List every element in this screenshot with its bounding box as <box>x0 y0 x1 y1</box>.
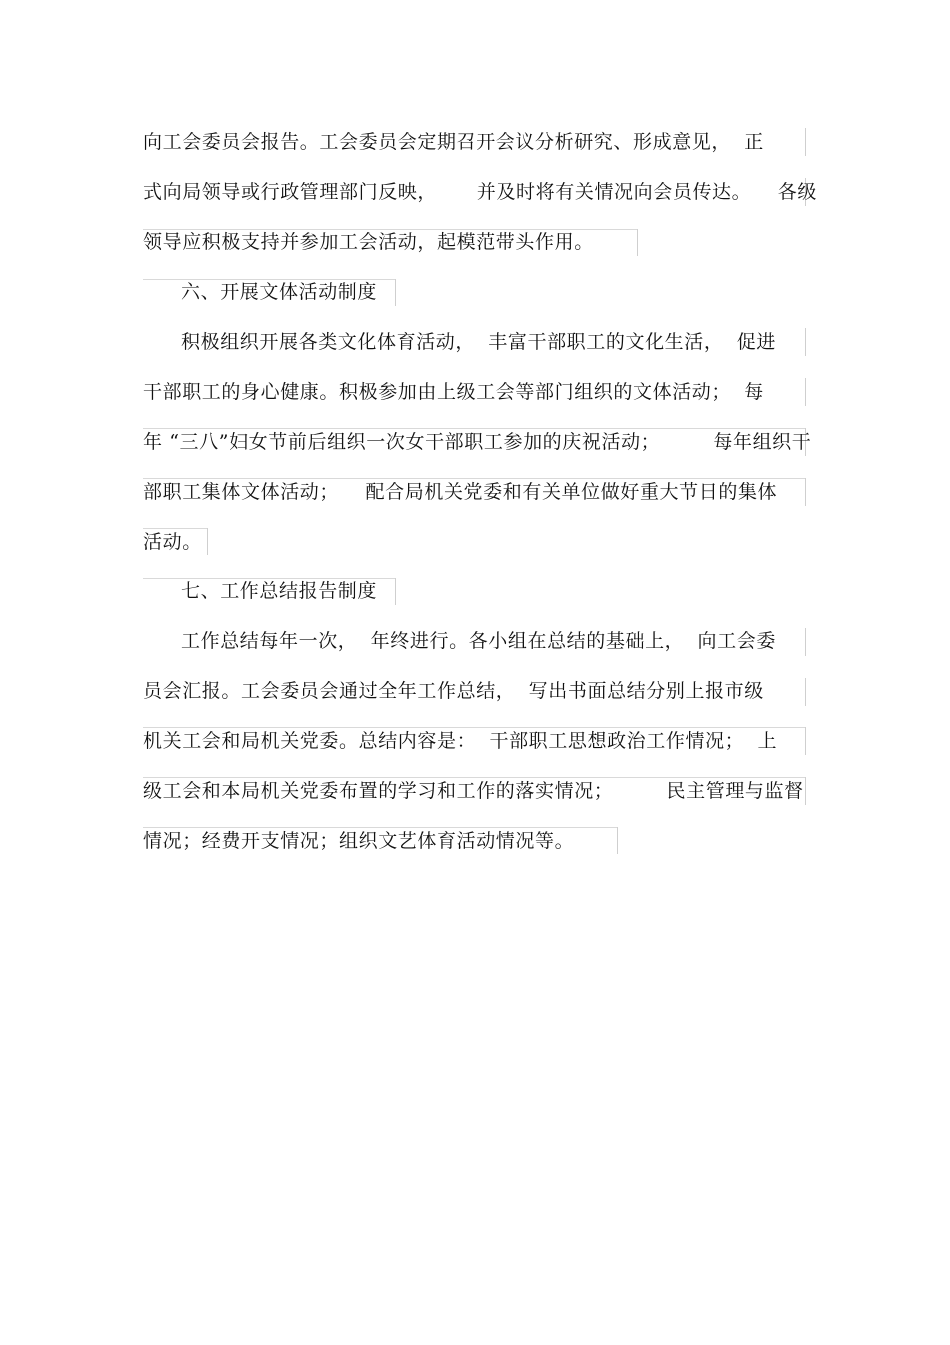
cell-border <box>805 727 806 755</box>
cell-border <box>805 378 806 406</box>
cell-border <box>207 528 208 555</box>
cell-border <box>805 478 806 506</box>
cell-border <box>805 777 806 805</box>
paragraph-line: 积极组织开展各类文化体育活动， 丰富干部职工的文化生活， 促进 <box>181 331 776 353</box>
cell-border <box>637 229 638 256</box>
paragraph-line: 机关工会和局机关党委。总结内容是： 干部职工思想政治工作情况； 上 <box>143 730 778 752</box>
paragraph-line: 情况；经费开支情况；组织文艺体育活动情况等。 <box>143 830 575 852</box>
paragraph-line: 向工会委员会报告。工会委员会定期召开会议分析研究、形成意见， 正 <box>143 131 764 153</box>
cell-border <box>805 628 806 656</box>
paragraph-line: 活动。 <box>143 531 202 553</box>
cell-border <box>395 578 396 605</box>
paragraph-line: 工作总结每年一次， 年终进行。各小组在总结的基础上， 向工会委 <box>181 630 776 652</box>
paragraph-line: 领导应积极支持并参加工会活动，起模范带头作用。 <box>143 231 594 253</box>
cell-border <box>805 128 806 156</box>
paragraph-line: 员会汇报。工会委员会通过全年工作总结， 写出书面总结分别上报市级 <box>143 680 764 702</box>
section-heading: 六、开展文体活动制度 <box>181 281 378 303</box>
paragraph-line: 年 “三八”妇女节前后组织一次女干部职工参加的庆祝活动； 每年组织干 <box>143 431 812 453</box>
section-heading: 七、工作总结报告制度 <box>181 580 378 602</box>
cell-border <box>395 279 396 306</box>
paragraph-line: 级工会和本局机关党委布置的学习和工作的落实情况； 民主管理与监督 <box>143 780 804 802</box>
paragraph-line: 式向局领导或行政管理部门反映， 并及时将有关情况向会员传达。 各级 <box>143 181 817 203</box>
cell-border <box>805 328 806 356</box>
cell-border <box>617 827 618 854</box>
paragraph-line: 部职工集体文体活动； 配合局机关党委和有关单位做好重大节日的集体 <box>143 481 778 503</box>
cell-border <box>805 678 806 706</box>
paragraph-line: 干部职工的身心健康。积极参加由上级工会等部门组织的文体活动； 每 <box>143 381 764 403</box>
